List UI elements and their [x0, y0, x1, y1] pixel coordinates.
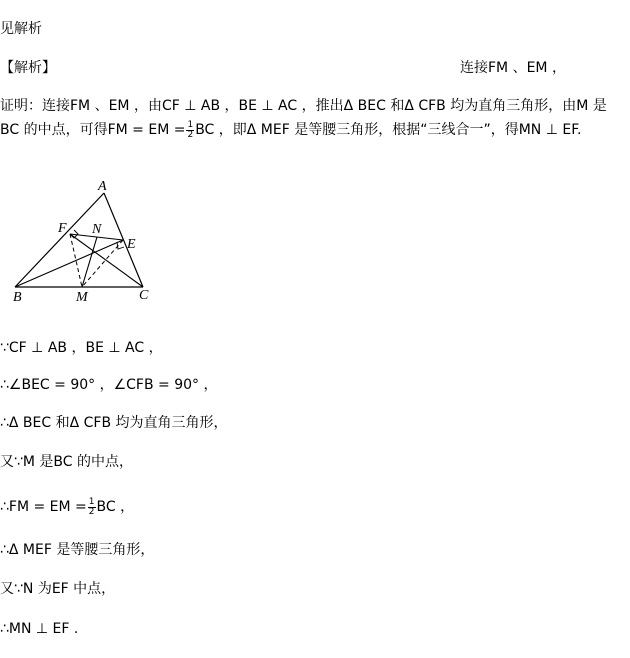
step-5-fraction-numerator: 1: [88, 496, 95, 507]
label-f: F: [58, 221, 67, 236]
fraction-denominator: 2: [187, 129, 194, 140]
step-5-prefix: ∴FM = EM =: [0, 499, 87, 515]
step-1: ∵CF ⊥ AB ，BE ⊥ AC ，: [0, 340, 163, 356]
step-5: [0, 497, 134, 517]
label-n: N: [92, 222, 102, 237]
analysis-tag: 【解析】: [0, 60, 56, 76]
label-a: A: [98, 179, 107, 194]
label-b: B: [13, 290, 22, 305]
fraction-numerator: 1: [187, 119, 194, 130]
proof-line-1: 证明：连接FM 、EM ，由CF ⊥ AB ，BE ⊥ AC ，推出Δ BEC 和Δ CFB 均为直角三角形，由M 是: [0, 98, 607, 114]
step-5-fraction-denominator: 2: [88, 506, 95, 517]
answer-header: 见解析: [0, 21, 42, 37]
step-5-suffix: BC ，: [96, 499, 135, 515]
label-m: M: [76, 290, 88, 305]
step-3: ∴Δ BEC 和Δ CFB 均为直角三角形，: [0, 415, 228, 431]
step-2: ∴∠BEC = 90° ，∠CFB = 90° ，: [0, 377, 218, 393]
proof-line-2-b: BC ，即Δ MEF 是等腰三角形，根据“三线合一”，得MN ⊥ EF.: [195, 122, 582, 138]
label-c: C: [139, 288, 149, 303]
altitude-be: [15, 240, 123, 287]
step-6: ∴Δ MEF 是等腰三角形，: [0, 542, 155, 558]
step-7: 又∵N 为EF 中点，: [0, 581, 116, 597]
analysis-connect-text: 连接FM 、EM ，: [460, 60, 566, 76]
side-ab: [15, 193, 104, 287]
proof-line-2-a: BC 的中点，可得FM = EM =: [0, 122, 186, 138]
step-8: ∴MN ⊥ EF .: [0, 621, 79, 637]
label-e: E: [127, 237, 136, 252]
step-4: 又∵M 是BC 的中点，: [0, 454, 134, 470]
step-5-fraction: [88, 498, 96, 517]
